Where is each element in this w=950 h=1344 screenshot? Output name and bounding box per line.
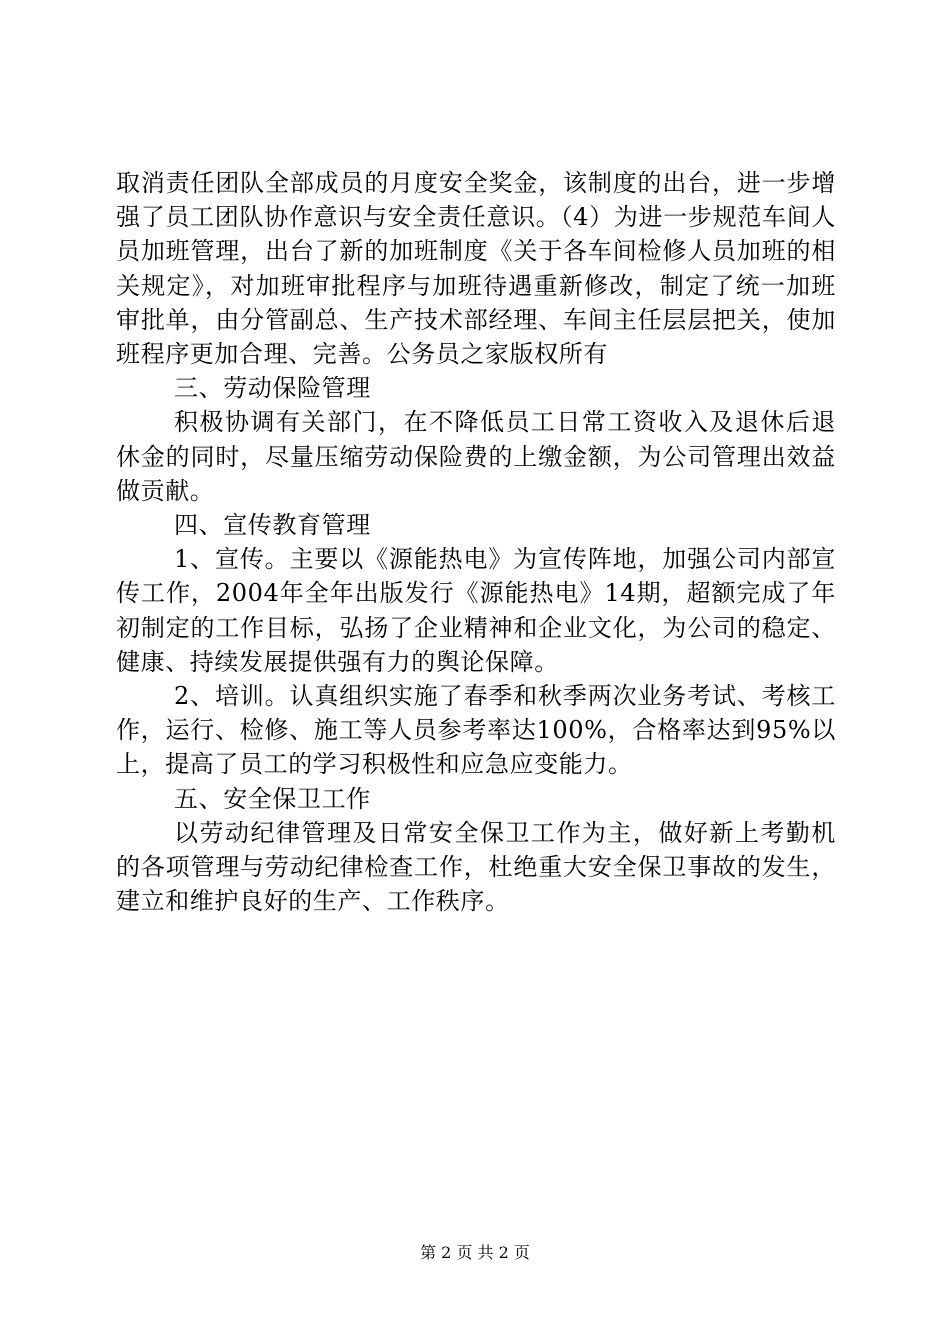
document-body (116, 166, 836, 918)
page-footer: 第 2 页 共 2 页 (420, 1243, 530, 1262)
heading-labor-insurance: 三、劳动保险管理 (174, 374, 371, 403)
heading-security-work: 五、安全保卫工作 (174, 784, 371, 813)
paragraph-overtime-policy: 取消责任团队全部成员的月度安全奖金，该制度的出台，进一步增强了员工团队协作意识与安全责任意识。（4）为进一步规范车间人员加班管理，出台了新的加班制度《关于各车间检修人员加班的相关规定》，对加班审批程序与加班待遇重新修改，制定了统一加班审批单，由分管副总、生产技术部经理、车间主任层层把关，使加班程序更加合理、完善。公务员之家版权所有 (116, 169, 836, 369)
paragraph-publicity: 1、宣传。主要以《源能热电》为宣传阵地，加强公司内部宣传工作，2004年全年出版发行《源能热电》14期，超额完成了年初制定的工作目标，弘扬了企业精神和企业文化，为公司的稳定、健康、持续发展提供强有力的舆论保障。 (116, 545, 836, 676)
paragraph-labor-insurance: 积极协调有关部门，在不降低员工日常工资收入及退休后退休金的同时，尽量压缩劳动保险费的上缴金额，为公司管理出效益做贡献。 (116, 408, 836, 505)
heading-publicity-education: 四、宣传教育管理 (174, 511, 371, 540)
paragraph-training: 2、培训。认真组织实施了春季和秋季两次业务考试、考核工作，运行、检修、施工等人员参考率达100%，合格率达到95%以上，提高了员工的学习积极性和应急应变能力。 (116, 682, 836, 779)
paragraph-security-work: 以劳动纪律管理及日常安全保卫工作为主，做好新上考勤机的各项管理与劳动纪律检查工作，杜绝重大安全保卫事故的发生，建立和维护良好的生产、工作秩序。 (116, 818, 836, 916)
